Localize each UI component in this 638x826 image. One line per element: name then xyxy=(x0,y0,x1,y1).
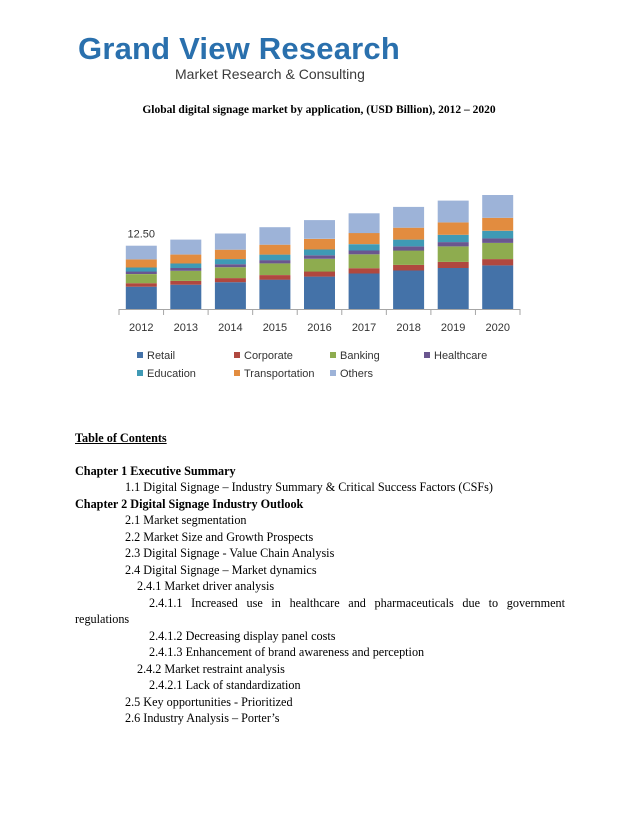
x-tick-label: 2013 xyxy=(173,322,199,334)
x-tick-label: 2018 xyxy=(396,322,421,334)
legend-swatch xyxy=(330,352,336,358)
bar-segment-retail-2013 xyxy=(170,285,201,309)
logo-name: Grand View Research xyxy=(78,31,400,66)
bar-segment-retail-2019 xyxy=(438,268,469,309)
bar-segment-education-2013 xyxy=(170,263,201,268)
bar-segment-education-2019 xyxy=(438,235,469,242)
bar-segment-banking-2018 xyxy=(393,251,424,265)
toc-entry: 2.5 Key opportunities - Prioritized xyxy=(125,694,293,709)
bar-segment-transportation-2019 xyxy=(438,222,469,234)
bar-segment-banking-2013 xyxy=(170,271,201,281)
x-tick-label: 2020 xyxy=(485,322,510,334)
bar-segment-education-2017 xyxy=(349,244,380,250)
bar-segment-education-2020 xyxy=(482,231,513,239)
figure-title: Global digital signage market by application, (USD Billion), 2012 – 2020 xyxy=(142,104,496,116)
bar-segment-retail-2014 xyxy=(215,282,246,309)
bar-segment-healthcare-2012 xyxy=(126,272,157,275)
bar-segment-transportation-2013 xyxy=(170,255,201,264)
legend-swatch xyxy=(424,352,430,358)
legend-swatch xyxy=(330,370,336,376)
bar-segment-transportation-2014 xyxy=(215,250,246,259)
toc-chapter: Chapter 1 Executive Summary xyxy=(75,463,236,478)
legend-label: Others xyxy=(340,368,374,380)
bar-segment-education-2016 xyxy=(304,250,335,256)
bar-segment-others-2019 xyxy=(438,201,469,223)
bar-segment-others-2012 xyxy=(126,246,157,260)
legend-label: Transportation xyxy=(244,368,315,380)
bar-segment-others-2018 xyxy=(393,207,424,228)
x-tick-label: 2014 xyxy=(218,322,243,334)
legend-label: Retail xyxy=(147,350,176,362)
bar-segment-others-2013 xyxy=(170,240,201,255)
bar-segment-retail-2018 xyxy=(393,271,424,310)
table-of-contents xyxy=(75,430,565,727)
bar-segment-banking-2012 xyxy=(126,274,157,283)
legend-item-corporate xyxy=(234,350,293,362)
bar-segment-healthcare-2017 xyxy=(349,251,380,255)
bar-segment-banking-2020 xyxy=(482,243,513,259)
toc-entry: 2.4.1.2 Decreasing display panel costs xyxy=(149,628,336,643)
legend-swatch xyxy=(137,352,143,358)
toc-entry: 2.6 Industry Analysis – Porter’s xyxy=(125,711,280,725)
x-tick-label: 2012 xyxy=(129,322,154,334)
toc-entry: 2.2 Market Size and Growth Prospects xyxy=(125,529,314,544)
bar-segment-retail-2016 xyxy=(304,277,335,309)
bar-segment-others-2016 xyxy=(304,220,335,239)
legend-label: Banking xyxy=(340,350,380,362)
bar-segment-healthcare-2013 xyxy=(170,268,201,271)
toc-entry: 2.4 Digital Signage – Market dynamics xyxy=(125,562,317,577)
bar-segment-education-2012 xyxy=(126,268,157,272)
bar-segment-retail-2015 xyxy=(259,280,290,309)
toc-entry: 2.4.1.1 Increased use in healthcare and pharmaceuticals due to government xyxy=(149,595,565,610)
bar-segment-corporate-2013 xyxy=(170,281,201,285)
bar-segment-others-2017 xyxy=(349,213,380,233)
toc-entry: 2.4.2 Market restraint analysis xyxy=(137,661,285,676)
legend-item-healthcare xyxy=(424,350,487,362)
bar-segment-corporate-2018 xyxy=(393,265,424,271)
bar-segment-banking-2016 xyxy=(304,259,335,272)
bar-segment-corporate-2012 xyxy=(126,283,157,287)
bar-segment-healthcare-2016 xyxy=(304,255,335,258)
bar-segment-others-2020 xyxy=(482,195,513,218)
bar-segment-healthcare-2019 xyxy=(438,242,469,246)
legend-item-retail xyxy=(137,350,175,362)
toc-entry: 1.1 Digital Signage – Industry Summary & Critical Success Factors (CSFs) xyxy=(125,480,493,494)
bar-segment-healthcare-2020 xyxy=(482,238,513,243)
bar-segment-banking-2019 xyxy=(438,247,469,262)
bar-segment-transportation-2012 xyxy=(126,259,157,267)
bar-segment-others-2014 xyxy=(215,234,246,250)
bar-segment-corporate-2015 xyxy=(259,275,290,280)
bar-segment-retail-2017 xyxy=(349,274,380,310)
stacked-bar-chart xyxy=(0,0,638,400)
legend-item-education xyxy=(137,368,196,380)
toc-entry: 2.3 Digital Signage - Value Chain Analysis xyxy=(125,546,335,560)
bar-segment-transportation-2016 xyxy=(304,239,335,250)
legend-swatch xyxy=(234,352,240,358)
legend-label: Healthcare xyxy=(434,350,488,362)
legend-label: Corporate xyxy=(244,350,293,362)
toc-entry: regulations xyxy=(75,612,130,626)
bar-segment-corporate-2016 xyxy=(304,272,335,277)
bar-segment-transportation-2018 xyxy=(393,228,424,240)
bar-segment-transportation-2020 xyxy=(482,218,513,231)
bar-segment-healthcare-2015 xyxy=(259,260,290,263)
legend-item-banking xyxy=(330,350,380,362)
toc-chapter: Chapter 2 Digital Signage Industry Outlook xyxy=(75,496,304,511)
bar-segment-education-2015 xyxy=(259,255,290,261)
bar-segment-transportation-2015 xyxy=(259,245,290,255)
x-tick-label: 2016 xyxy=(307,322,332,334)
bar-segment-corporate-2014 xyxy=(215,278,246,282)
bar-segment-banking-2014 xyxy=(215,267,246,278)
logo-tagline: Market Research & Consulting xyxy=(175,66,365,82)
legend-item-others xyxy=(330,368,374,380)
x-tick-label: 2019 xyxy=(440,322,466,334)
toc-entry: 2.4.2.1 Lack of standardization xyxy=(149,678,301,692)
toc-title: Table of Contents xyxy=(75,431,167,445)
bar-segment-transportation-2017 xyxy=(349,233,380,244)
bar-segment-retail-2012 xyxy=(126,287,157,309)
bar-segment-education-2014 xyxy=(215,259,246,264)
bar-segment-banking-2015 xyxy=(259,263,290,275)
x-tick-label: 2017 xyxy=(351,322,377,334)
toc-entry: 2.4.1.3 Enhancement of brand awareness and perception xyxy=(149,645,425,659)
toc-entry: 2.1 Market segmentation xyxy=(125,513,247,527)
data-label: 12.50 xyxy=(127,228,156,241)
bar-segment-healthcare-2014 xyxy=(215,264,246,267)
bar-segment-healthcare-2018 xyxy=(393,247,424,251)
bar-segment-corporate-2017 xyxy=(349,268,380,273)
bar-segment-corporate-2019 xyxy=(438,262,469,268)
toc-list xyxy=(75,463,565,727)
bar-segment-retail-2020 xyxy=(482,265,513,309)
x-tick-label: 2015 xyxy=(262,322,288,334)
legend-label: Education xyxy=(147,368,196,380)
bar-segment-banking-2017 xyxy=(349,254,380,268)
bar-segment-education-2018 xyxy=(393,240,424,247)
toc-entry: 2.4.1 Market driver analysis xyxy=(137,579,275,593)
legend-item-transportation xyxy=(234,368,315,380)
legend-swatch xyxy=(137,370,143,376)
bar-segment-corporate-2020 xyxy=(482,259,513,265)
bar-segment-others-2015 xyxy=(259,227,290,245)
legend-swatch xyxy=(234,370,240,376)
